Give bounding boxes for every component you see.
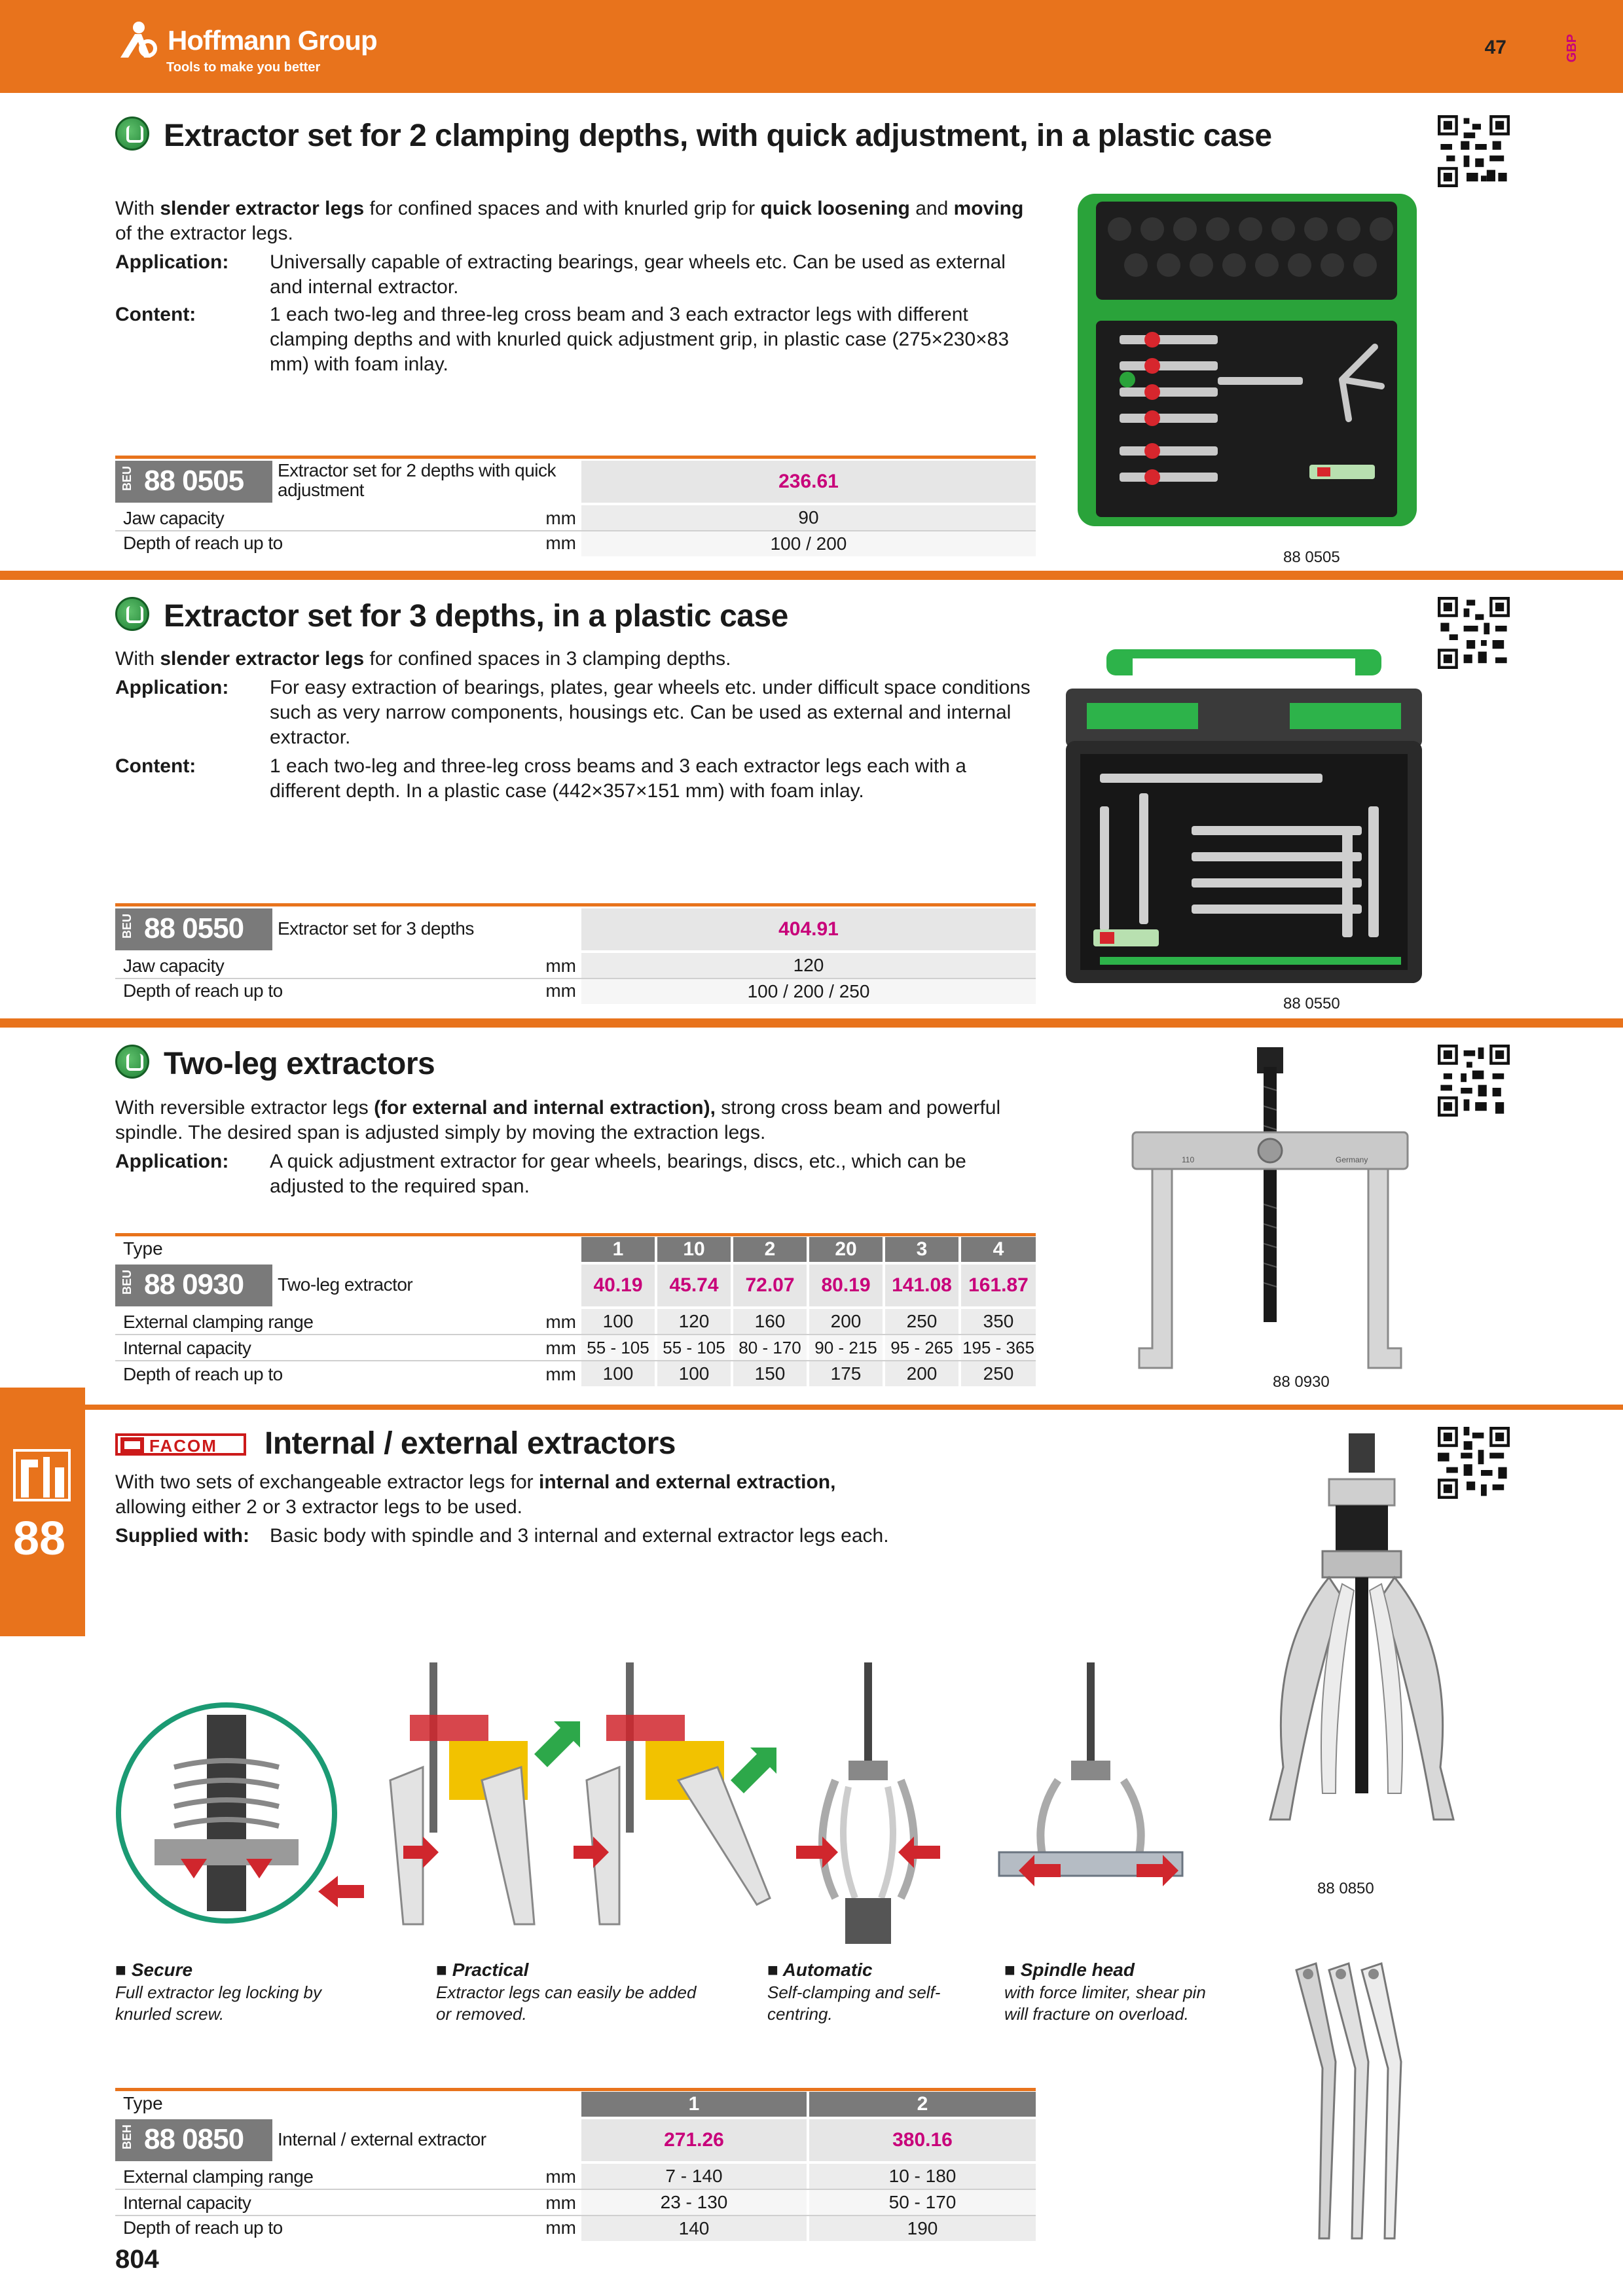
spindle-head-illustration (999, 1662, 1182, 1886)
feature-description: Extractor legs can easily be added or removed. (436, 1982, 697, 2024)
spec-value: 7 - 140 (581, 2164, 807, 2189)
qr-code-icon[interactable] (1438, 115, 1510, 187)
spec-value: 120 (581, 953, 1036, 978)
price: 72.07 (733, 1265, 807, 1306)
spec-value: 150 (733, 1361, 807, 1386)
section-separator (0, 1018, 1623, 1028)
automatic-illustration (796, 1662, 940, 1944)
practical-illustration-1 (390, 1662, 580, 1924)
spec-value: 100 (581, 1309, 655, 1334)
spec-value: 100 / 200 / 250 (581, 979, 1036, 1004)
article-prefix: BEU (120, 914, 134, 939)
spec-unit: mm (545, 1364, 576, 1384)
spec-unit: mm (545, 1312, 576, 1332)
page-number: 804 (115, 2245, 159, 2274)
feature-title: ■ Secure (115, 1960, 193, 1980)
spec-value: 10 - 180 (809, 2164, 1036, 2189)
price: 236.61 (581, 461, 1036, 503)
spec-label: External clamping range (123, 2166, 314, 2187)
table-top-line (115, 2088, 1036, 2091)
product-image-two-leg-extractor (1126, 1041, 1414, 1381)
spec-value: 140 (581, 2216, 807, 2241)
spec-value: 350 (961, 1309, 1036, 1334)
supplied-with-label: Supplied with: (115, 1525, 249, 1547)
article-number-cell (115, 2119, 272, 2161)
product-image-extractor-set-green-case (1074, 190, 1421, 530)
spec-value: 100 (581, 1361, 655, 1386)
spec-unit: mm (545, 508, 576, 528)
brand-tagline: Tools to make you better (166, 60, 321, 75)
article-number-cell (115, 1265, 272, 1306)
feature-illustrations (115, 1649, 1195, 1950)
spec-label: Jaw capacity (123, 508, 225, 528)
spec-value: 195 - 365 (961, 1335, 1036, 1360)
application-label: Application: (115, 677, 229, 698)
section-separator (0, 571, 1623, 580)
article-prefix: BEU (120, 1270, 134, 1295)
article-prefix: BEH (120, 2125, 134, 2150)
section-icon (115, 117, 149, 151)
facom-brand-text: FACOM (149, 1436, 217, 1456)
spec-value: 200 (885, 1361, 958, 1386)
price: 161.87 (961, 1265, 1036, 1306)
spec-value: 100 (657, 1361, 731, 1386)
spec-unit: mm (545, 2193, 576, 2213)
feature-description: Self-clamping and self-centring. (767, 1982, 941, 2024)
price: 271.26 (581, 2119, 807, 2161)
table-top-line (115, 456, 1036, 459)
content-text: 1 each two-leg and three-leg cross beam and 3 each extractor legs with different clamping depths and with knurled quick adjustment grip, in plastic case (275×230×83 mm) with foam inlay. (270, 304, 1010, 375)
article-prefix: BEU (120, 466, 134, 492)
spec-value: 190 (809, 2216, 1036, 2241)
content-label: Content: (115, 304, 196, 325)
table-top-line (115, 903, 1036, 906)
image-caption: 88 0850 (1317, 1880, 1374, 1897)
feature-title: ■ Spindle head (1004, 1960, 1135, 1980)
price: 404.91 (581, 908, 1036, 950)
chapter-number: 88 (13, 1513, 66, 1565)
feature-title: ■ Practical (436, 1960, 529, 1980)
spec-value: 55 - 105 (581, 1335, 655, 1360)
spec-label: Depth of reach up to (123, 1364, 283, 1384)
spec-unit: mm (545, 2217, 576, 2238)
image-caption: 88 0505 (1283, 548, 1340, 566)
type-label: Type (123, 2093, 163, 2113)
two-leg-image-label-left: 110 (1182, 1155, 1195, 1164)
spec-value: 120 (657, 1309, 731, 1334)
article-number[interactable]: 88 0550 (144, 912, 244, 944)
section-intro: With reversible extractor legs (for external and internal extraction), strong cross beam and powerful spindle. The desired span is adjusted simply by moving the extraction legs. (115, 1097, 1001, 1143)
spec-unit: mm (545, 956, 576, 976)
spec-value: 100 / 200 (581, 531, 1036, 556)
price: 141.08 (885, 1265, 958, 1306)
image-caption: 88 0930 (1273, 1373, 1330, 1391)
type-header: 10 (657, 1237, 731, 1262)
spec-unit: mm (545, 1338, 576, 1358)
section-title: Internal / external extractors (264, 1426, 676, 1461)
practical-illustration-2 (574, 1662, 776, 1924)
spec-label: Internal capacity (123, 1338, 251, 1358)
content-text: 1 each two-leg and three-leg cross beams and 3 each extractor legs each with a different depth. In a plastic case (442×357×151 mm) with foam inlay. (270, 755, 966, 802)
spec-value: 90 - 215 (809, 1335, 883, 1360)
type-header: 2 (809, 2092, 1036, 2117)
spec-value: 95 - 265 (885, 1335, 958, 1360)
two-leg-image-label-right: Germany (1336, 1155, 1368, 1164)
spec-label: Depth of reach up to (123, 533, 283, 553)
application-text: For easy extraction of bearings, plates, gear wheels etc. under difficult space conditions such as very narrow components, housings etc. Can be used as external and internal extractor. (270, 677, 1030, 748)
section-title: Extractor set for 2 clamping depths, with quick adjustment, in a plastic case (164, 118, 1272, 153)
qr-code-icon[interactable] (1438, 1045, 1510, 1117)
spec-value: 90 (581, 505, 1036, 530)
section-intro: With slender extractor legs for confined spaces in 3 clamping depths. (115, 648, 731, 670)
article-description: Extractor set for 3 depths (278, 918, 474, 939)
feature-description: with force limiter, shear pin will fracture on overload. (1004, 1982, 1206, 2024)
spec-value: 175 (809, 1361, 883, 1386)
feature-description: Full extractor leg locking by knurled screw. (115, 1982, 322, 2024)
section-title: Extractor set for 3 depths, in a plastic case (164, 599, 788, 634)
facom-mark-icon (120, 1437, 144, 1453)
application-text: A quick adjustment extractor for gear wheels, bearings, discs, etc., which can be adjusted to the required span. (270, 1151, 966, 1197)
price: 380.16 (809, 2119, 1036, 2161)
supplied-with-text: Basic body with spindle and 3 internal and external extractor legs each. (270, 1525, 889, 1547)
facom-brand-logo (115, 1433, 246, 1456)
product-image-extractor-legs (1283, 1957, 1440, 2251)
article-number-cell (115, 908, 272, 950)
article-number[interactable]: 88 0850 (144, 2123, 244, 2155)
type-header: 1 (581, 1237, 655, 1262)
spec-value: 160 (733, 1309, 807, 1334)
catalog-page-number: 47 (1484, 37, 1506, 58)
product-image-internal-external-extractor (1244, 1427, 1467, 1885)
article-description: Two-leg extractor (278, 1274, 413, 1295)
price: 40.19 (581, 1265, 655, 1306)
application-label: Application: (115, 251, 229, 273)
section-intro: With slender extractor legs for confined spaces and with knurled grip for quick loosening and moving of the extractor legs. (115, 198, 1024, 244)
brand-name: Hoffmann Group (168, 25, 377, 56)
article-description: Extractor set for 2 depths with quick adjustment (278, 460, 556, 500)
spec-label: Jaw capacity (123, 956, 225, 976)
spec-unit: mm (545, 980, 576, 1001)
type-header: 4 (961, 1237, 1036, 1262)
secure-illustration (119, 1705, 335, 1921)
language-code: GBP (1565, 34, 1579, 63)
section-title: Two-leg extractors (164, 1047, 435, 1081)
spec-value: 50 - 170 (809, 2190, 1036, 2215)
table-top-line (115, 1233, 1036, 1236)
content-label: Content: (115, 755, 196, 777)
article-number-cell (115, 461, 272, 503)
type-label: Type (123, 1238, 163, 1259)
article-description: Internal / external extractor (278, 2129, 486, 2149)
article-number[interactable]: 88 0930 (144, 1268, 244, 1300)
spec-value: 80 - 170 (733, 1335, 807, 1360)
spec-label: Depth of reach up to (123, 980, 283, 1001)
product-image-extractor-set-black-case (1061, 643, 1427, 990)
section-icon (115, 597, 149, 631)
type-header: 2 (733, 1237, 807, 1262)
section-icon (115, 1045, 149, 1079)
spec-unit: mm (545, 2166, 576, 2187)
application-text: Universally capable of extracting bearings, gear wheels etc. Can be used as external and internal extractor. (270, 251, 1006, 298)
feature-title: ■ Automatic (767, 1960, 873, 1980)
spec-unit: mm (545, 533, 576, 553)
type-header: 20 (809, 1237, 883, 1262)
spec-label: Internal capacity (123, 2193, 251, 2213)
hoffmann-logo-icon (115, 20, 164, 59)
spec-value: 250 (885, 1309, 958, 1334)
spec-value: 55 - 105 (657, 1335, 731, 1360)
type-header: 1 (581, 2092, 807, 2117)
spec-value: 23 - 130 (581, 2190, 807, 2215)
type-header: 3 (885, 1237, 958, 1262)
spec-value: 200 (809, 1309, 883, 1334)
section-intro: With two sets of exchangeable extractor legs for internal and external extraction, allowing either 2 or 3 extractor legs to be used. (115, 1471, 836, 1518)
spec-value: 250 (961, 1361, 1036, 1386)
qr-code-icon[interactable] (1438, 597, 1510, 669)
application-label: Application: (115, 1151, 229, 1172)
image-caption: 88 0550 (1283, 995, 1340, 1013)
section-separator (0, 1405, 1623, 1410)
spec-label: Depth of reach up to (123, 2217, 283, 2238)
article-number[interactable]: 88 0505 (144, 465, 244, 497)
spec-label: External clamping range (123, 1312, 314, 1332)
price: 45.74 (657, 1265, 731, 1306)
price: 80.19 (809, 1265, 883, 1306)
chapter-tools-icon (12, 1448, 72, 1503)
